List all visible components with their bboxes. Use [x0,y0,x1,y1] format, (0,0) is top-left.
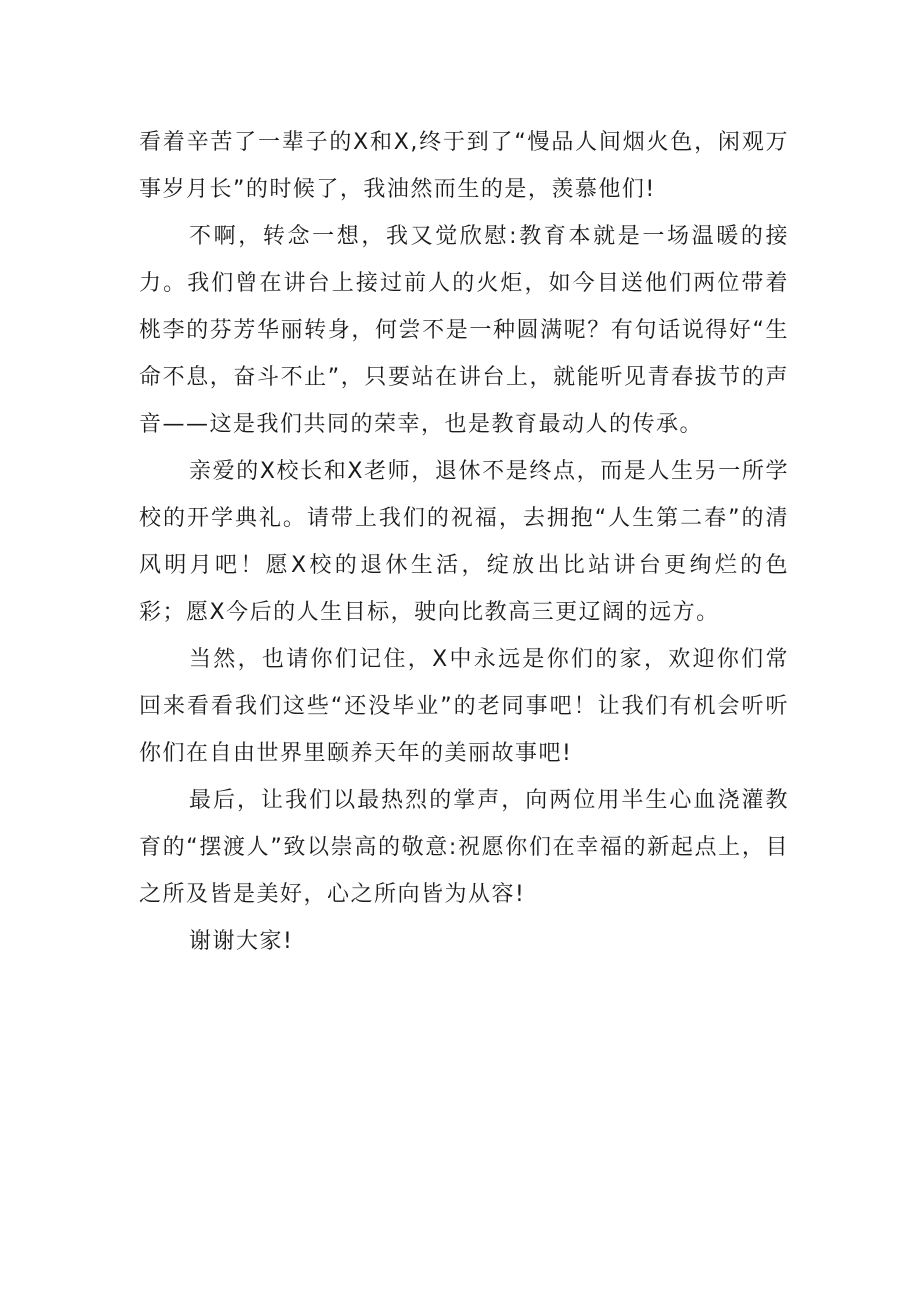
paragraph-1: 看着辛苦了一辈子的X和X,终于到了“慢品人间烟火色，闲观万事岁月长”的时候了，我油然而生的是，羡慕他们! [139,130,789,202]
closing-line: 谢谢大家! [189,929,294,954]
paragraph-5: 最后，让我们以最热烈的掌声，向两位用半生心血浇灌教育的“摆渡人”致以崇高的敬意:祝愿你们在幸福的新起点上，目之所及皆是美好，心之所向皆为从容! [139,788,789,907]
paragraph-3: 亲爱的X校长和X老师，退休不是终点，而是人生另一所学校的开学典礼。请带上我们的祝福，去拥抱“人生第二春”的清风明月吧！愿X校的退休生活，绽放出比站讲台更绚烂的色彩；愿X今后的人生目标，驶向比教高三更辽阔的远方。 [139,459,790,625]
paragraph-2: 不啊，转念一想，我又觉欣慰:教育本就是一场温暖的接力。我们曾在讲台上接过前人的火炬，如今目送他们两位带着桃李的芬芳华丽转身，何尝不是一种圆满呢？有句话说得好“生命不息，奋斗不止”，只要站在讲台上，就能听见青春拔节的声音——这是我们共同的荣幸，也是教育最动人的传承。 [139,224,789,437]
paragraph-4: 当然，也请你们记住，X中永远是你们的家，欢迎你们常回来看看我们这些“还没毕业”的老同事吧！让我们有机会听听你们在自由世界里颐养天年的美丽故事吧! [139,647,790,766]
speech-body [139,119,789,965]
